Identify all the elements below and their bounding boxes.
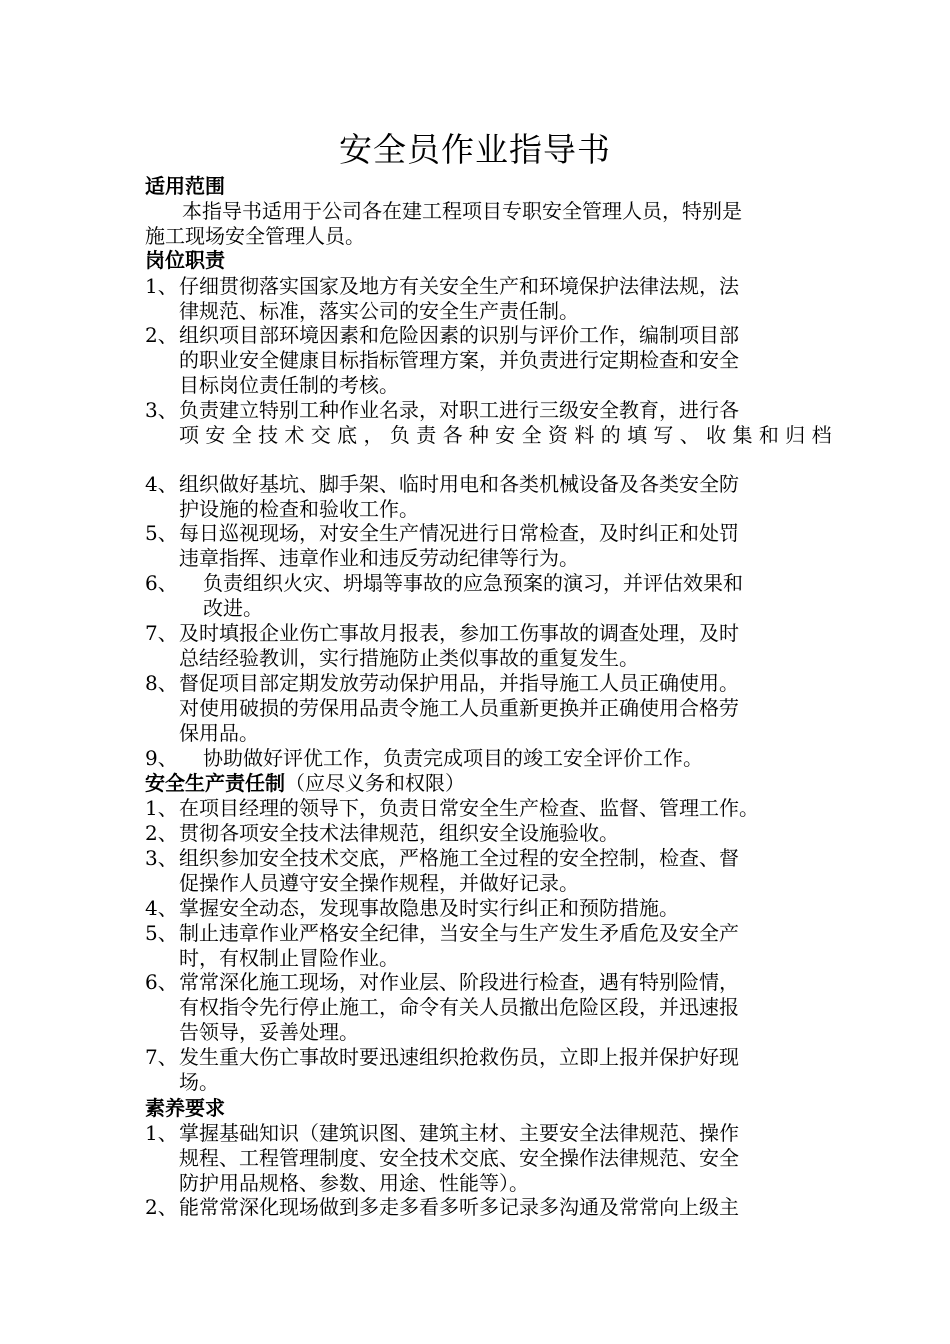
item-line: 负责组织火灾、坍塌等事故的应急预案的演习，并评估效果和 [203, 571, 743, 595]
item-line: 告领导，妥善处理。 [179, 1020, 359, 1044]
item-line: 对使用破损的劳保用品责令施工人员重新更换并正确使用合格劳 [179, 696, 739, 720]
item-line: 场。 [179, 1070, 219, 1094]
responsibility-heading-text: 安全生产责任制 [145, 771, 285, 795]
item-line: 时，有权制止冒险作业。 [179, 946, 399, 970]
item-number: 9、 [145, 746, 178, 770]
item-line: 及时填报企业伤亡事故月报表，参加工伤事故的调查处理，及时 [179, 621, 739, 645]
scope-heading: 适用范围 [145, 174, 225, 198]
item-line: 规程、工程管理制度、安全技术交底、安全操作法律规范、安全 [179, 1146, 739, 1170]
duties-heading: 岗位职责 [145, 248, 225, 272]
item-line: 组织项目部环境因素和危险因素的识别与评价工作，编制项目部 [179, 323, 739, 347]
item-line: 有权指令先行停止施工，命令有关人员撤出危险区段，并迅速报 [179, 995, 739, 1019]
scope-line: 本指导书适用于公司各在建工程项目专职安全管理人员，特别是 [182, 199, 742, 223]
item-line: 护设施的检查和验收工作。 [179, 497, 419, 521]
item-number: 1、 [145, 796, 178, 820]
item-number: 1、 [145, 1121, 178, 1145]
item-line: 项 安 全 技 术 交 底 ， 负 责 各 种 安 全 资 料 的 填 写 、 收 集 和 归 档 [179, 423, 832, 447]
item-number: 8、 [145, 671, 178, 695]
item-line: 发生重大伤亡事故时要迅速组织抢救伤员，立即上报并保护好现 [179, 1045, 739, 1069]
item-number: 2、 [145, 323, 178, 347]
item-line: 负责建立特别工种作业名录，对职工进行三级安全教育，进行各 [179, 398, 739, 422]
responsibility-heading [145, 771, 465, 796]
item-line: 在项目经理的领导下，负责日常安全生产检查、监督、管理工作。 [179, 796, 759, 820]
item-line: 总结经验教训，实行措施防止类似事故的重复发生。 [179, 646, 639, 670]
quality-heading: 素养要求 [145, 1096, 225, 1120]
item-line: 协助做好评优工作，负责完成项目的竣工安全评价工作。 [203, 746, 703, 770]
item-line: 组织参加安全技术交底，严格施工全过程的安全控制，检查、督 [179, 846, 739, 870]
item-line: 每日巡视现场，对安全生产情况进行日常检查，及时纠正和处罚 [179, 521, 739, 545]
item-number: 1、 [145, 274, 178, 298]
page-title: 安全员作业指导书 [339, 130, 611, 169]
item-line: 防护用品规格、参数、用途、性能等）。 [179, 1171, 529, 1195]
scope-line: 施工现场安全管理人员。 [145, 224, 365, 248]
responsibility-heading-note: （应尽义务和权限） [285, 771, 465, 795]
item-line: 违章指挥、违章作业和违反劳动纪律等行为。 [179, 546, 579, 570]
item-number: 2、 [145, 1195, 178, 1219]
item-line: 督促项目部定期发放劳动保护用品，并指导施工人员正确使用。 [179, 671, 739, 695]
scope-paragraph [145, 199, 805, 249]
item-number: 2、 [145, 821, 178, 845]
item-number: 7、 [145, 621, 178, 645]
item-line: 常常深化施工现场，对作业层、阶段进行检查，遇有特别险情， [179, 970, 739, 994]
item-line: 掌握安全动态，发现事故隐患及时实行纠正和预防措施。 [179, 896, 679, 920]
item-number: 3、 [145, 846, 178, 870]
item-number: 6、 [145, 571, 178, 595]
item-number: 4、 [145, 896, 178, 920]
item-line: 掌握基础知识（建筑识图、建筑主材、主要安全法律规范、操作 [179, 1121, 739, 1145]
item-number: 6、 [145, 970, 178, 994]
item-line: 能常常深化现场做到多走多看多听多记录多沟通及常常向上级主 [179, 1195, 739, 1219]
item-line: 制止违章作业严格安全纪律，当安全与生产发生矛盾危及安全产 [179, 921, 739, 945]
item-number: 3、 [145, 398, 178, 422]
item-line: 律规范、标准，落实公司的安全生产责任制。 [179, 299, 579, 323]
item-line: 目标岗位责任制的考核。 [179, 373, 399, 397]
item-line: 保用品。 [179, 721, 259, 745]
item-line: 贯彻各项安全技术法律规范，组织安全设施验收。 [179, 821, 619, 845]
item-number: 4、 [145, 472, 178, 496]
item-number: 5、 [145, 921, 178, 945]
item-line: 促操作人员遵守安全操作规程，并做好记录。 [179, 871, 579, 895]
item-line: 改进。 [203, 596, 263, 620]
item-line: 组织做好基坑、脚手架、临时用电和各类机械设备及各类安全防 [179, 472, 739, 496]
item-line: 仔细贯彻落实国家及地方有关安全生产和环境保护法律法规，法 [179, 274, 739, 298]
item-line: 的职业安全健康目标指标管理方案，并负责进行定期检查和安全 [179, 348, 739, 372]
item-number: 7、 [145, 1045, 178, 1069]
item-number: 5、 [145, 521, 178, 545]
